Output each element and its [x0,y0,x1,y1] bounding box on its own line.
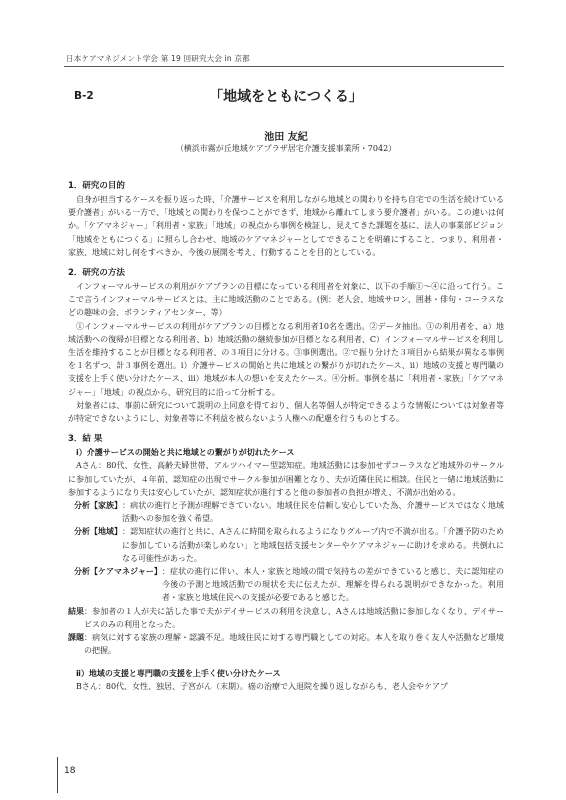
item-text: ：認知症状の進行と共に、Aさんに時間を取られるようになりグループ内で不満が出る。「介護予防のために参加している活動が楽しめない」と地域包括支援センターやケアマネジャーに助けを求める。共倒れになる可能性があった。 [122,527,504,563]
running-header: 日本ケアマネジメント学会 第 19 回研究大会 in 京都 [66,54,250,63]
section-heading-results: 3．結 果 [68,434,103,445]
item-label: 分析【地域】 [74,527,122,537]
author-name: 池田 友紀 [264,132,308,143]
section-heading-purpose: 1．研究の目的 [68,181,125,191]
case-1-item [68,525,504,565]
item-label: 課題 [68,633,84,643]
case-2-title: ⅱ）地域の支援と専門職の支援を上手く使い分けたケース [76,668,281,678]
method-paragraph-3: 対象者には、事前に研究について説明の上同意を得ており、個人名等個人が特定できるような情報については対象者等が特定できないようにし、対象者等に不利益を被らないよう人権への配慮を行うものとする。 [68,400,504,424]
paper-body [68,180,504,693]
footer-bar [57,757,58,793]
case-2-intro: Bさん：80代、女性、独居、子宮がん（末期）。癌の治療で入退院を繰り返しながらも、老人会やケアプ [76,681,449,691]
item-text: ：病気に対する家族の理解・認識不足。地域住民に対する専門職としての対応。本人を取り巻く友人や活動など環境の把握。 [84,633,504,656]
paper-title: 「地域をともにつくる」 [209,89,363,105]
case-1-title: ⅰ）介護サービスの開始と共に地域との繋がりが切れたケース [76,448,295,458]
case-1-item [68,631,504,657]
case-1-item [68,499,504,525]
item-label: 分析【ケアマネジャー】 [74,567,162,577]
method-paragraph-2: ①インフォーマルサービスの利用がケアプランの目標となる利用者10名を選出。②データ抽出。①の利用者を、a）地域活動への復帰が目標となる利用者、b）地域活動の継続参加が目標となる利用者、C）インフォーマルサービスを利用し生活を維持することが目標となる利用者、の３項目に分ける。③事例選出。②で振り分けた３項目から結果が異なる事例を１名ずつ、計３事例を選出。ⅰ）介護サービスの開始と共に地域との繋がりが切れたケース、ⅱ）地域の支援と専門職の支援を上手く使い分けたケース、ⅲ）地域が本人の想いを支えたケース。④分析。事例を基に「利用者・家族」「ケアマネジャー」「地域」の視点から、研究目的に沿って分析する。 [68,321,504,397]
case-1-item [68,605,504,631]
section-heading-method: 2．研究の方法 [68,268,125,279]
method-paragraph-1: インフォーマルサービスの利用がケアプランの目標になっている利用者を対象に、以下の手順①～④に沿って行う。ここで言うインフォーマルサービスとは、主に地域活動のことである。(例：老人会、地域サロン、囲碁・俳句・コーラスなどの趣味の会、ボランティアセンター、等） [68,282,504,318]
header-rule [64,66,504,67]
case-1-intro: Aさん：80代、女性、高齢夫婦世帯、アルツハイマー型認知症。地域活動には参加せずコーラスなど地域外のサークルに参加していたが、４年前、認知症の出現でサークル参加が困難となり、夫が近隣住民に相談。住民と一緒に地域活動に参加するようになり夫は安心していたが、認知症状が進行すると他の参加者の負担が増え、不満が出始める。 [68,461,504,497]
item-text: ：症状の進行に伴い、本人・家族と地域の間で気持ちの差ができていると感じ、夫に認知症の今後の予測と地域活動での現状を夫に伝えたが、理解を得られる説明ができなかった。利用者・家族と地域住民への支援が必要であると感じた。 [161,567,504,603]
author-affiliation: （横浜市霧が丘地域ケアプラザ居宅介護支援事業所・7042） [175,144,397,153]
item-text: ：参加者の１人が夫に話した事で夫がデイサービスの利用を決意し、Aさんは地域活動に参加しなくなり、デイサービスのみの利用となった。 [84,606,504,629]
item-label: 結果 [68,606,84,616]
item-text: ：病状の進行と予測が理解できていない。地域住民を信頼し安心していた為、介護サービスではなく地域活動への参加を強く希望。 [122,501,504,524]
case-1-item [68,565,504,605]
page-number: 18 [64,766,76,776]
item-label: 分析【家族】 [74,501,122,511]
purpose-paragraph: 自身が担当するケースを振り返った時、「介護サービスを利用しながら地域との関わりを持ち自宅での生活を続けている要介護者」がいる一方で、「地域との関わりを保つことができず、地域から離れてしまう要介護者」がいる。この違いは何か。「ケアマネジャー」「利用者・家族」「地域」の視点から事例を検証し、見えてきた課題を基に、法人の事業部ビジョン「地域をともにつくる」に照らし合わせ、地域のケアマネジャーとしてできることを明確にすること、つまり、利用者・家族、地域に対し何をすべきか、今後の展開を考え、行動することを目的としている。 [68,195,504,257]
session-code: B-2 [74,90,94,102]
